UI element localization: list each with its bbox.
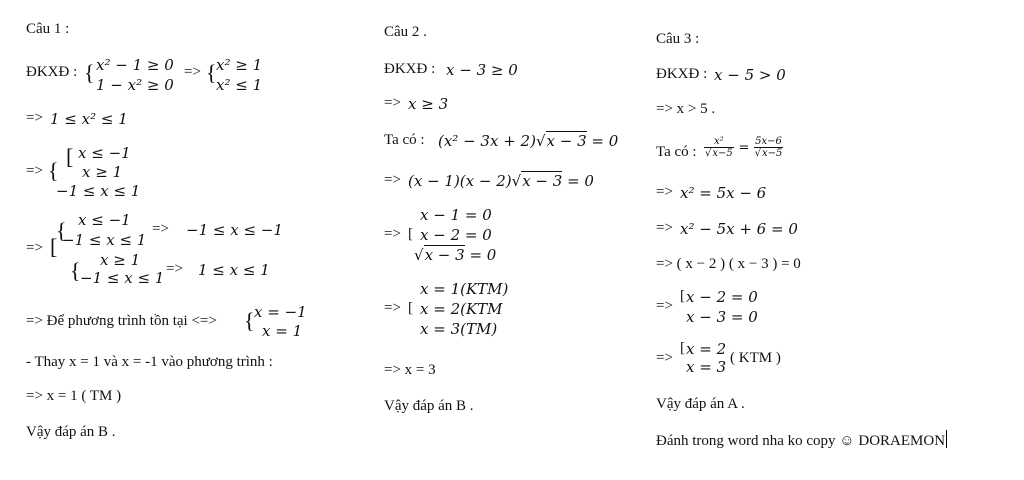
condition-system-1-line-a: x² − 1 ≥ 0 <box>96 56 174 74</box>
implies-arrow: => <box>26 163 43 179</box>
question-3-title: Câu 3 : <box>656 31 700 47</box>
signature-line: Đánh trong word nha ko copy ☺ DORAEMON <box>656 433 946 449</box>
equation-root: x − 3 <box>546 132 587 150</box>
fraction-right <box>754 136 784 159</box>
factor-3-root: x − 3 <box>424 246 465 264</box>
implies-arrow: => <box>656 184 673 200</box>
case-c: −1 ≤ x ≤ 1 <box>56 182 141 200</box>
condition-system-1-line-b: 1 − x² ≥ 0 <box>96 76 174 94</box>
root-1: x = 2 <box>686 340 727 358</box>
factored-tail: = 0 <box>562 172 594 190</box>
main-equation <box>438 132 618 150</box>
implies-arrow: => <box>384 95 401 111</box>
brace: { <box>56 218 67 243</box>
factored-equation <box>408 172 594 190</box>
fraction-right-denominator: √x−5 <box>754 148 783 159</box>
implies-arrow: => <box>384 172 401 188</box>
fraction-equation: $\frac{\text{x²}}{√x-5}$ = $\frac{5x-6}{√x-5}$ <box>705 136 783 159</box>
implies-arrow: => <box>184 64 201 80</box>
factor-2: x − 2 = 0 <box>420 226 492 244</box>
answer-text: Vậy đáp án B . <box>26 424 116 440</box>
condition-result: => x > 5 . <box>656 101 716 117</box>
brace: { <box>206 60 217 85</box>
condition-system-2-line-a: x² ≥ 1 <box>216 56 263 74</box>
factor-3-tail: = 0 <box>464 246 497 264</box>
question-1-title: Câu 1 : <box>26 21 70 37</box>
brace: { <box>84 60 95 85</box>
solution-3: x = 3(TM) <box>420 320 498 338</box>
brace: { <box>244 308 255 333</box>
existence-b: x = 1 <box>262 322 303 340</box>
answer-text: Vậy đáp án A . <box>656 396 745 412</box>
case-2: x − 3 = 0 <box>686 308 758 326</box>
answer-text: Vậy đáp án B . <box>384 398 474 414</box>
condition-expression: x − 5 > 0 <box>714 66 786 84</box>
factor-3 <box>414 246 496 264</box>
case-a: x ≤ −1 <box>78 144 131 162</box>
sqrt-icon: √ <box>414 246 424 264</box>
equation-2: x² − 5x + 6 = 0 <box>680 220 798 238</box>
condition-label: ĐKXĐ : <box>26 64 78 80</box>
system-3-result: −1 ≤ x ≤ −1 <box>186 221 283 239</box>
system-4-result: 1 ≤ x ≤ 1 <box>198 261 270 279</box>
bracket: [ <box>66 144 74 169</box>
brace: { <box>70 258 81 283</box>
result-text: => x = 3 <box>384 362 436 378</box>
implies-arrow: => <box>26 110 43 126</box>
equation-tail: = 0 <box>586 132 619 150</box>
equation-3: => ( x − 2 ) ( x − 3 ) = 0 <box>656 256 801 272</box>
taco-label: Ta có : <box>656 144 697 160</box>
condition-label: ĐKXĐ : <box>656 66 708 82</box>
system-3-line-a: x ≤ −1 <box>78 211 131 229</box>
taco-label: Ta có : <box>384 132 425 148</box>
bracket: [ <box>50 234 58 259</box>
brace: { <box>48 158 59 183</box>
implies-arrow: => <box>26 240 43 256</box>
system-4-line-a: x ≥ 1 <box>100 251 141 269</box>
root-2: x = 3 <box>686 358 727 376</box>
question-2-title: Câu 2 . <box>384 24 427 40</box>
system-4-line-b: −1 ≤ x ≤ 1 <box>80 269 165 287</box>
factored-root: x − 3 <box>522 172 563 190</box>
bracket: [ <box>680 340 685 356</box>
fraction-left-numerator: x² <box>704 136 734 148</box>
existence-text: => Để phương trình tồn tại <=> <box>26 313 217 329</box>
fraction-right-numerator: 5x−6 <box>755 136 782 147</box>
existence-a: x = −1 <box>254 303 307 321</box>
sqrt-icon: √ <box>511 172 522 190</box>
solution-2: x = 2(KTM <box>420 300 503 318</box>
implies-arrow: => <box>384 300 401 316</box>
condition-expression: x − 3 ≥ 0 <box>446 61 518 79</box>
sqrt-icon: √ <box>535 132 546 150</box>
condition-result: x ≥ 3 <box>408 95 449 113</box>
condition-label: ĐKXĐ : <box>384 61 436 77</box>
factored-part: (x − 1)(x − 2) <box>408 172 512 190</box>
substitute-text: - Thay x = 1 và x = -1 vào phương trình : <box>26 354 273 370</box>
case-b: x ≥ 1 <box>82 163 123 181</box>
solution-1: x = 1(KTM) <box>420 280 509 298</box>
case-1: x − 2 = 0 <box>686 288 758 306</box>
system-3-line-b: −1 ≤ x ≤ 1 <box>62 231 147 249</box>
signature-text <box>656 430 947 450</box>
implies-arrow: => <box>152 221 169 237</box>
factor-1: x − 1 = 0 <box>420 206 492 224</box>
text-cursor <box>946 430 947 448</box>
implies-arrow: => <box>656 350 673 366</box>
implies-arrow: => <box>166 261 183 277</box>
bracket: [ <box>680 288 685 304</box>
ktm-label: ( KTM ) <box>730 350 781 366</box>
equation-polynomial: (x² − 3x + 2) <box>438 132 536 150</box>
fraction-left-denominator: √x−5 <box>705 148 733 159</box>
result-text: => x = 1 ( TM ) <box>26 388 122 404</box>
bracket: [ <box>408 226 413 242</box>
equation-1: x² = 5x − 6 <box>680 184 767 202</box>
condition-system-2-line-b: x² ≤ 1 <box>216 76 263 94</box>
fraction-left <box>704 136 734 159</box>
implies-arrow: => <box>656 298 673 314</box>
implies-arrow: => <box>384 226 401 242</box>
bracket: [ <box>408 300 413 316</box>
range-line: 1 ≤ x² ≤ 1 <box>50 110 128 128</box>
implies-arrow: => <box>656 220 673 236</box>
